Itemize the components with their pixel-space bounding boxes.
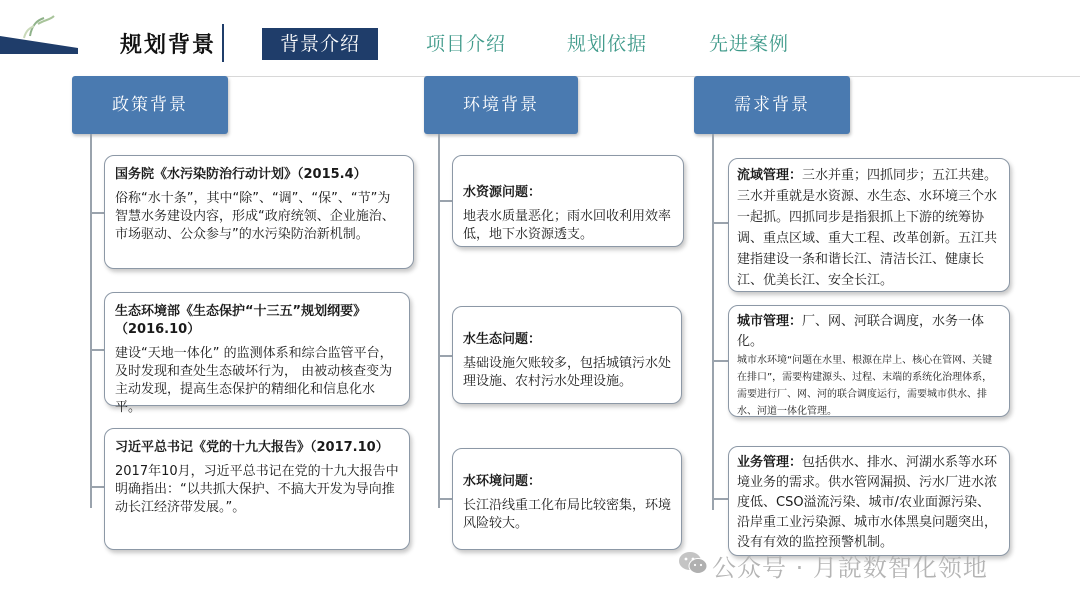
card-body: 俗称“水十条”，其中“除”、“调”、“保”、“节”为智慧水务建设内容，形成“政府统领、企业施治、市场驱动、公众参与”的水污染防治新机制。 (115, 191, 395, 242)
card-detail: 城市水环境“问题在水里、根源在岸上、核心在管网、关键在排口”，需要构建源头、过程、末端的系统化治理体系，需要进行厂、网、河的联合调度运行，需要城市供水、排水、河道一体化管理。 (737, 355, 993, 417)
watermark-text: 公众号 · 月說数智化领地 (712, 554, 988, 582)
card-title: 生态环境部《生态保护“十三五”规划纲要》（2016.10） (115, 304, 367, 337)
card-body: 包括供水、排水、河湖水系等水环境业务的需求。供水管网漏损、污水厂进水浓度低、CSO溢流污染、城市/农业面源污染、沿岸重工业污染源、城市水体黑臭问题突出，没有有效的监控预警机制。 (737, 455, 998, 550)
card-title: 城市管理： (737, 314, 803, 329)
decorative-plant-icon (0, 14, 78, 54)
environment-connector (438, 134, 440, 508)
wechat-icon (678, 550, 708, 576)
demand-card (728, 305, 1010, 417)
demand-branch (712, 498, 728, 500)
card-title: 水生态问题： (463, 332, 542, 347)
environment-card (452, 155, 684, 247)
card-body: 建设“天地一体化” 的监测体系和综合监管平台，及时发现和查处生态破坏行为， 由被动核查变为主动发现，提高生态保护的精细化和信息化水平。 (115, 346, 393, 415)
policy-branch (90, 349, 104, 351)
title-divider (222, 24, 224, 62)
policy-connector (90, 134, 92, 508)
environment-card (452, 448, 682, 550)
tab-background-intro[interactable]: 背景介绍 (262, 28, 378, 60)
card-title: 习近平总书记《党的十九大报告》（2017.10） (115, 440, 389, 455)
card-body: 基础设施欠账较多，包括城镇污水处理设施、农村污水处理设施。 (463, 356, 672, 389)
header-divider (80, 76, 1080, 77)
demand-card (728, 158, 1010, 292)
card-body: 2017年10月，习近平总书记在党的十九大报告中明确指出：“以共抓大保护、不搞大开发为导向推动长江经济带发展。”。 (115, 464, 399, 515)
tab-advanced-cases[interactable]: 先进案例 (709, 33, 790, 55)
card-body: 长江沿线重工化布局比较密集，环境风险较大。 (463, 498, 672, 531)
tab-project-intro[interactable]: 项目介绍 (426, 33, 507, 55)
card-body: 三水并重；四抓同步；五江共建。三水并重就是水资源、水生态、水环境三个水一起抓。四抓同步是指狠抓上下游的统筹协调、重点区域、重大工程、改革创新。五江共建指建设一条和谐长江、清洁长江、健康长江、优美长江、安全长江。 (737, 168, 998, 288)
demand-heading: 需求背景 (694, 76, 850, 134)
policy-heading: 政策背景 (72, 76, 228, 134)
card-title: 水资源问题： (463, 185, 542, 200)
policy-branch (90, 486, 104, 488)
policy-card (104, 428, 410, 550)
policy-card (104, 155, 414, 269)
environment-branch (438, 200, 452, 202)
demand-branch (712, 360, 728, 362)
demand-branch (712, 222, 728, 224)
page-title: 规划背景 (120, 33, 217, 58)
card-title: 流域管理： (737, 168, 803, 183)
policy-branch (90, 212, 104, 214)
demand-connector (712, 134, 714, 510)
card-body: 地表水质量恶化；雨水回收利用效率低，地下水资源透支。 (463, 209, 672, 242)
tab-planning-basis[interactable]: 规划依据 (567, 33, 648, 55)
environment-heading: 环境背景 (424, 76, 578, 134)
environment-branch (438, 498, 452, 500)
demand-card (728, 446, 1010, 556)
card-title: 业务管理： (737, 455, 803, 470)
card-title: 水环境问题： (463, 474, 542, 489)
card-body: 厂、网、河联合调度，水务一体化。 (737, 314, 985, 349)
policy-card (104, 292, 410, 415)
environment-branch (438, 355, 452, 357)
environment-card (452, 306, 682, 404)
card-title: 国务院《水污染防治行动计划》（2015.4） (115, 167, 367, 182)
